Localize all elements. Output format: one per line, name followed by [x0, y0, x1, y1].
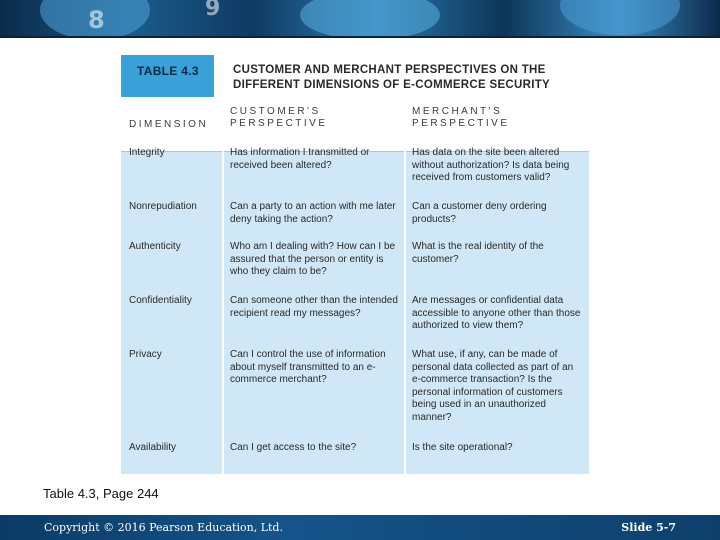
table-figure — [121, 55, 589, 474]
cell-dimension: Nonrepudiation — [129, 201, 197, 212]
cell-merchant: Is the site operational? — [412, 442, 513, 453]
column-divider — [404, 151, 406, 474]
slide-number: Slide 5-7 — [621, 521, 676, 534]
cell-customer: Can I control the use of information about myself transmitted to an e-commerce merchant? — [230, 349, 386, 386]
header-customer: CUSTOMER'S PERSPECTIVE — [230, 106, 328, 129]
column-divider — [222, 151, 224, 474]
table-title-bar — [121, 55, 589, 97]
cell-customer: Can I get access to the site? — [230, 442, 357, 453]
cell-merchant: What is the real identity of the customer? — [412, 241, 544, 265]
cell-dimension: Authenticity — [129, 241, 181, 252]
table-title: CUSTOMER AND MERCHANT PERSPECTIVES ON THE DIFFERENT DIMENSIONS OF E-COMMERCE SECURITY — [233, 64, 551, 91]
cell-customer: Who am I dealing with? How can I be assured that the person or entity is who they claim to be? — [230, 241, 396, 278]
cell-dimension: Availability — [129, 442, 177, 453]
banner-digit: 8 — [88, 6, 105, 34]
cell-dimension: Confidentiality — [129, 295, 192, 306]
header-dimension: DIMENSION — [129, 119, 209, 130]
header-banner — [0, 0, 720, 36]
header-merchant: MERCHANT'S PERSPECTIVE — [412, 106, 510, 129]
footer-bar — [0, 515, 720, 540]
table-label: TABLE 4.3 — [137, 64, 199, 78]
cell-dimension: Privacy — [129, 349, 162, 360]
cell-customer: Has information I transmitted or received been altered? — [230, 147, 370, 171]
cell-customer: Can a party to an action with me later deny taking the action? — [230, 201, 396, 225]
cell-customer: Can someone other than the intended recipient read my messages? — [230, 295, 398, 319]
table-caption: Table 4.3, Page 244 — [43, 486, 159, 501]
banner-glow — [300, 0, 440, 36]
table-header-row — [121, 97, 589, 152]
cell-merchant: What use, if any, can be made of personal data collected as part of an e-commerce transaction? Is the personal information of customers being used in an unauthorized manner? — [412, 349, 574, 423]
copyright-text: Copyright © 2016 Pearson Education, Ltd. — [44, 521, 283, 534]
table-label-tag — [121, 55, 214, 97]
banner-glow — [560, 0, 680, 35]
cell-merchant: Can a customer deny ordering products? — [412, 201, 547, 225]
cell-merchant: Has data on the site been altered without authorization? Is data being received from customers valid? — [412, 147, 570, 184]
banner-divider — [0, 36, 720, 38]
cell-dimension: Integrity — [129, 147, 165, 158]
cell-merchant: Are messages or confidential data accessible to anyone other than those authorized to view them? — [412, 295, 581, 332]
banner-digit: 9 — [205, 0, 221, 21]
